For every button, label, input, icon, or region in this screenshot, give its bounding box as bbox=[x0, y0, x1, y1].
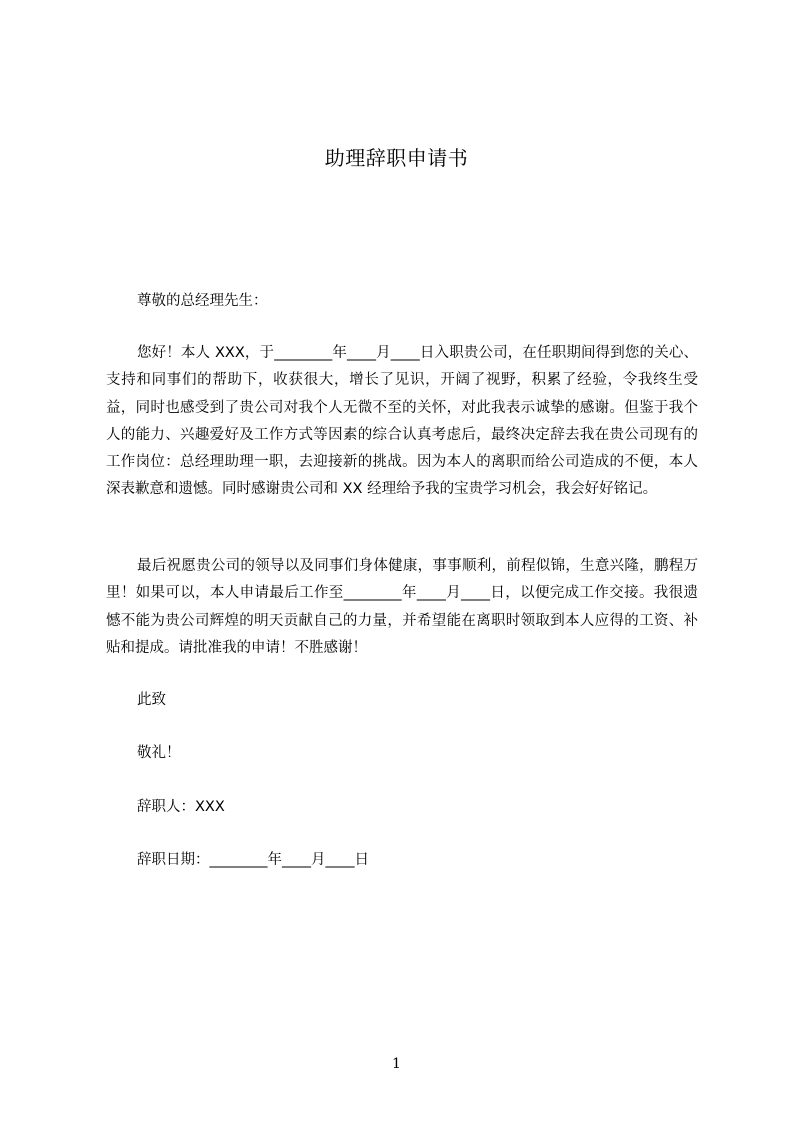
closing-jingli: 敬礼！ bbox=[137, 745, 181, 761]
closing-cizhi: 此致 bbox=[137, 692, 166, 708]
document-title: 助理辞职申请书 bbox=[324, 146, 469, 170]
body-paragraph-1: 您好！本人 XXX，于________年____月____日入职贵公司，在任职期间得到您的关心、支持和同事们的帮助下，收获很大，增长了见识，开阔了视野，积累了经验，令我终生受益，同时也感受到了贵公司对我个人无微不至的关怀，对此我表示诚挚的感谢。但鉴于我个人的能力、兴趣爱好及工作方式等因素的综合认真考虑后，最终决定辞去我在贵公司现有的工作岗位：总经理助理一职，去迎接新的挑战。因为本人的离职而给公司造成的不便，本人深表歉意和遗憾。同时感谢贵公司和 XX 经理给予我的宝贵学习机会，我会好好铭记。 bbox=[106, 345, 698, 498]
signature-name: 辞职人：XXX bbox=[137, 799, 225, 815]
signature-date: 辞职日期：________年____月____日 bbox=[137, 852, 369, 868]
body-paragraph-2: 最后祝愿贵公司的领导以及同事们身体健康，事事顺利，前程似锦，生意兴隆，鹏程万里！如果可以，本人申请最后工作至________年____月____日，以便完成工作交接。我很遗憾不能为贵公司辉煌的明天贡献自己的力量，并希望能在离职时领取到本人应得的工资、补贴和提成。请批准我的申请！不胜感谢！ bbox=[106, 558, 698, 656]
salutation: 尊敬的总经理先生： bbox=[137, 293, 268, 309]
page-number: 1 bbox=[392, 1056, 401, 1072]
